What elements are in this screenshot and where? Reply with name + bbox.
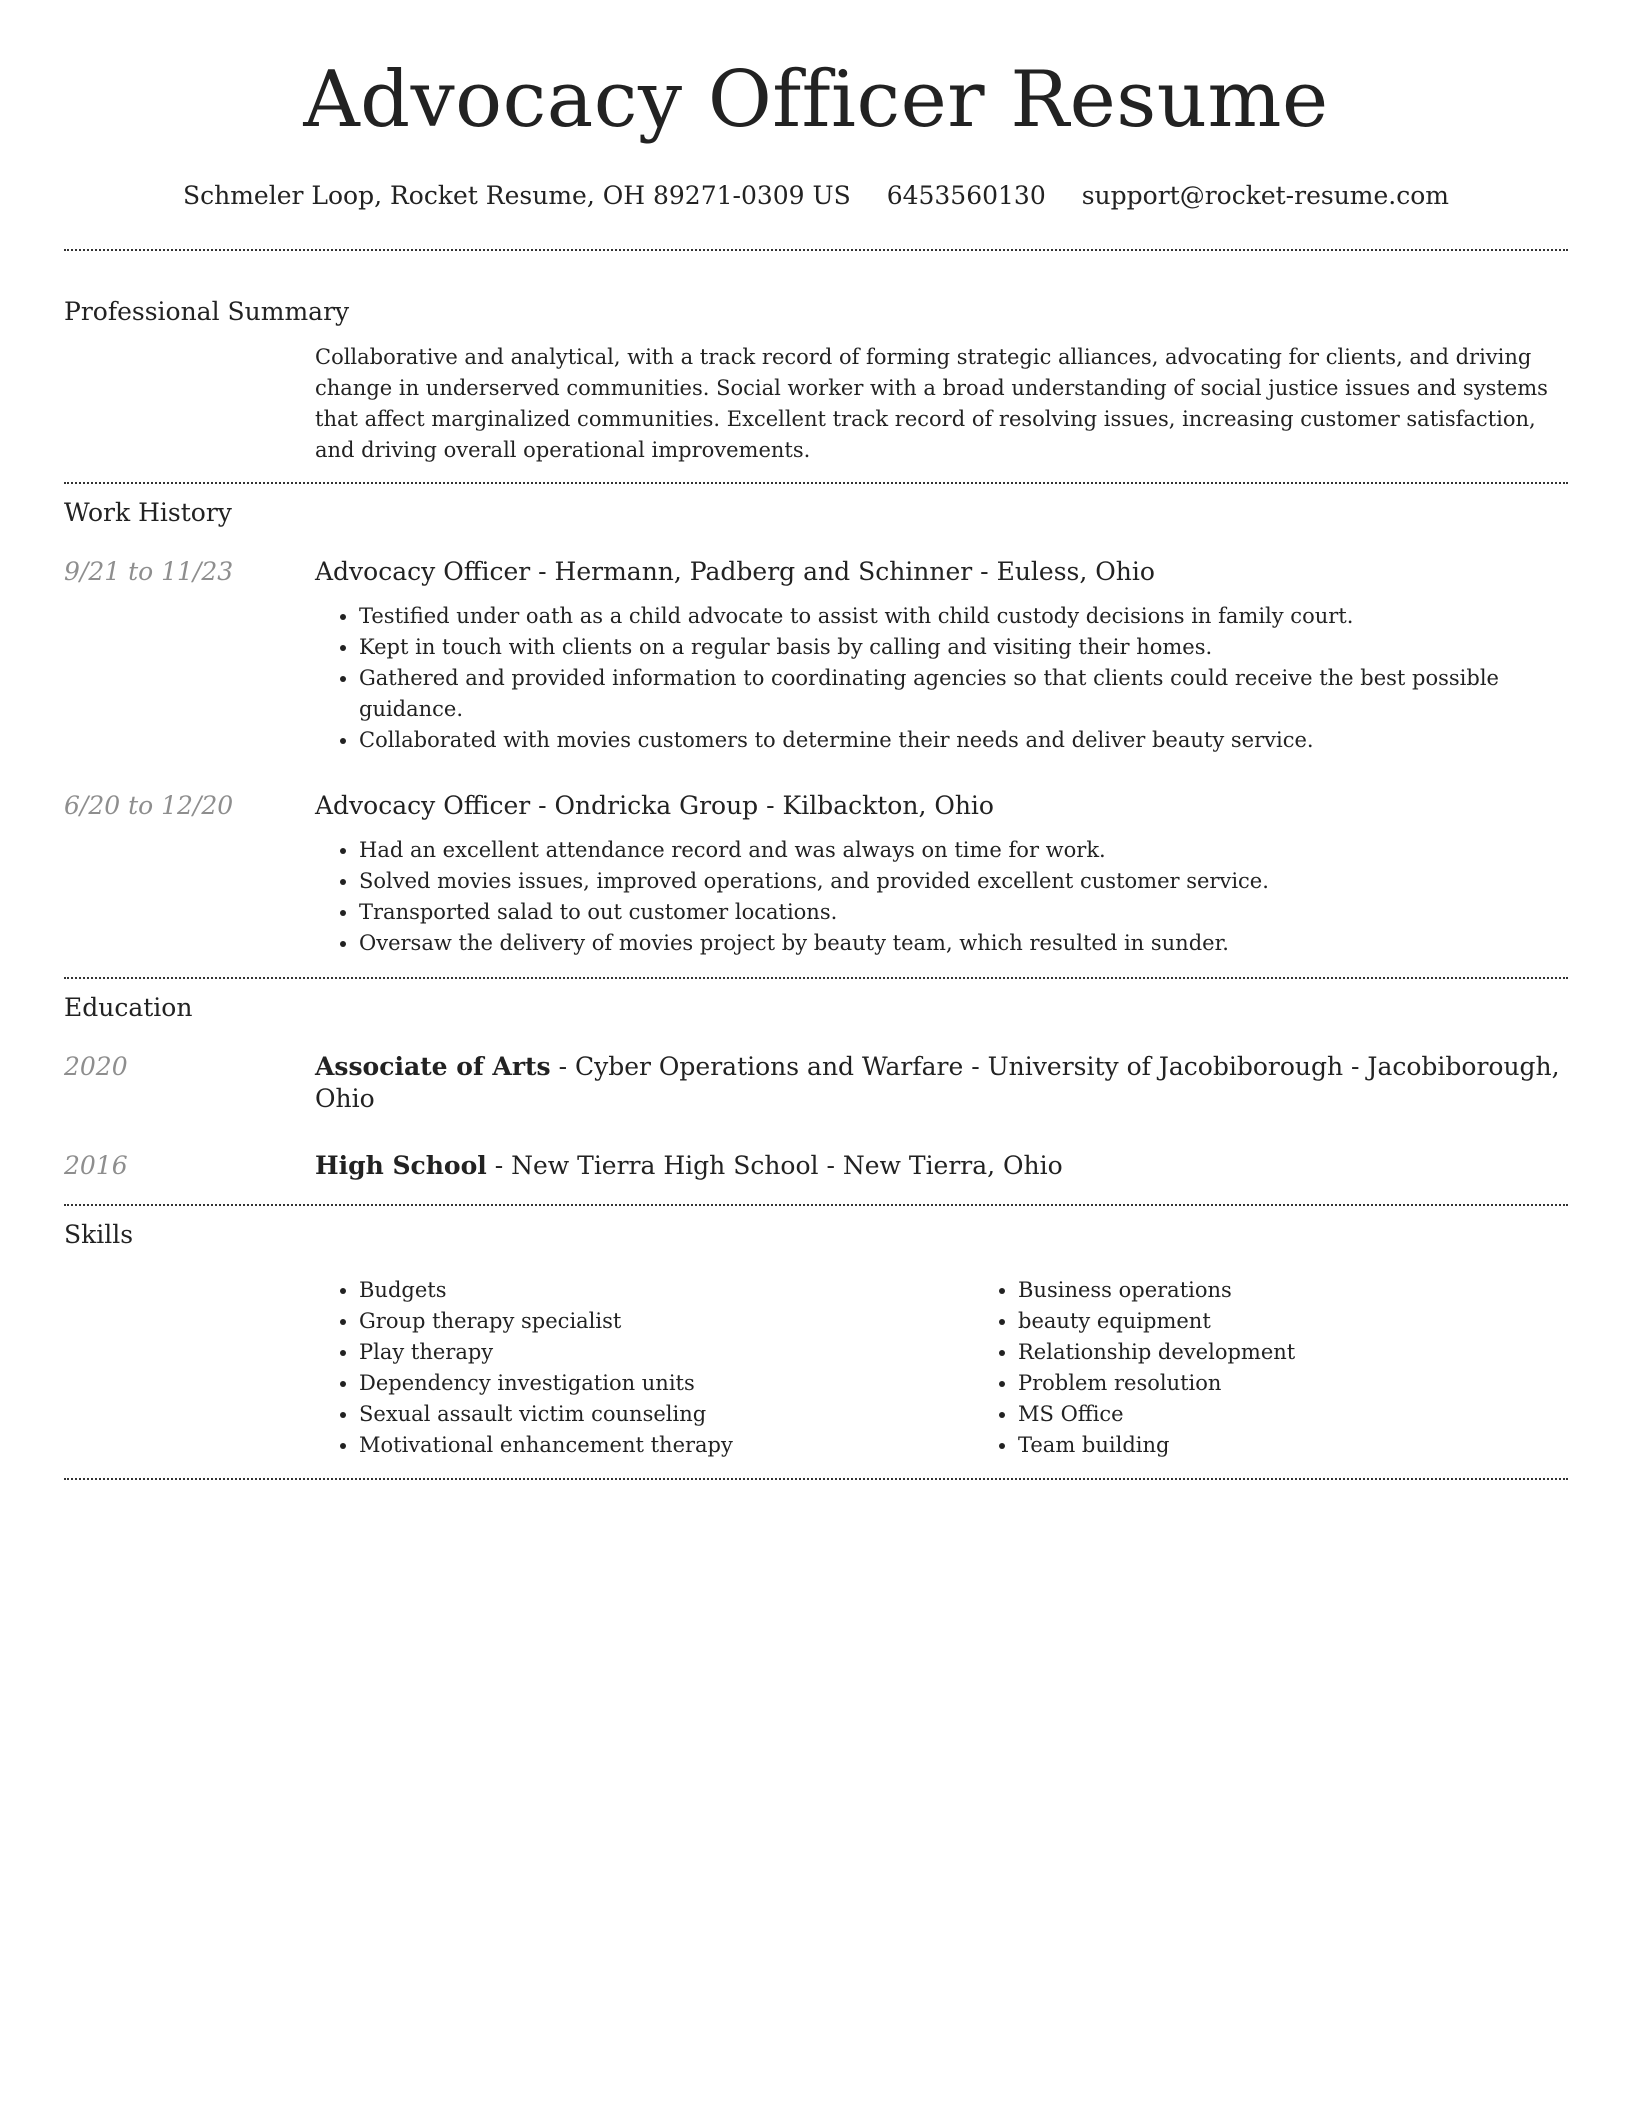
education-heading: Education	[64, 993, 193, 1022]
job-bullet: • Solved movies issues, improved operations, and provided excellent customer service.	[359, 866, 1568, 897]
job-bullet: • Testified under oath as a child advocate to assist with child custody decisions in family court.	[359, 601, 1568, 632]
work-history-heading: Work History	[64, 498, 232, 527]
education-year: 2016	[64, 1151, 128, 1180]
job-bullet: • Oversaw the delivery of movies project by beauty team, which resulted in sunder.	[359, 928, 1568, 959]
job-entry	[64, 556, 1568, 756]
job-title: Advocacy Officer - Ondricka Group - Kilbackton, Ohio	[315, 791, 994, 820]
contact-email: support@rocket-resume.com	[1081, 181, 1450, 210]
education-degree: High School	[315, 1151, 487, 1180]
job-bullet: • Collaborated with movies customers to determine their needs and deliver beauty service.	[359, 725, 1568, 756]
skill-item: • Relationship development	[1018, 1337, 1632, 1368]
job-bullet: • Kept in touch with clients on a regular basis by calling and visiting their homes.	[359, 632, 1568, 663]
summary-section	[64, 296, 1568, 466]
skills-heading: Skills	[64, 1220, 134, 1249]
divider	[64, 249, 1568, 251]
skills-section	[64, 1219, 1568, 1461]
job-bullets	[315, 601, 1568, 756]
resume-title: Advocacy Officer Resume	[303, 55, 1329, 145]
education-details: - New Tierra High School - New Tierra, Ohio	[486, 1151, 1063, 1180]
job-entry	[64, 790, 1568, 959]
skill-item: • Play therapy	[359, 1337, 974, 1368]
skill-item: • Motivational enhancement therapy	[359, 1430, 974, 1461]
divider	[64, 977, 1568, 979]
skill-item: • Dependency investigation units	[359, 1368, 974, 1399]
job-bullet: • Gathered and provided information to coordinating agencies so that clients could receive the best possible guidance.	[359, 663, 1568, 725]
job-bullet: • Had an excellent attendance record and was always on time for work.	[359, 835, 1568, 866]
summary-text: Collaborative and analytical, with a track record of forming strategic alliances, advocating for clients, and driving change in underserved communities. Social worker with a broad understanding of social justice issues and systems that affect marginalized communities. Excellent track record of resolving issues, increasing customer satisfaction, and driving overall operational improvements.	[315, 345, 1548, 462]
contact-line	[64, 180, 1568, 212]
skill-item: • Business operations	[1018, 1275, 1632, 1306]
job-dates: 6/20 to 12/20	[64, 791, 234, 820]
skill-item: • Team building	[1018, 1430, 1632, 1461]
skill-item: • Problem resolution	[1018, 1368, 1632, 1399]
education-section	[64, 992, 1568, 1182]
work-history-section	[64, 497, 1568, 959]
education-year: 2020	[64, 1052, 128, 1081]
skills-grid	[315, 1275, 1632, 1461]
contact-phone: 6453560130	[886, 181, 1046, 210]
job-title: Advocacy Officer - Hermann, Padberg and Schinner - Euless, Ohio	[315, 557, 1155, 586]
education-details: - Cyber Operations and Warfare - University of Jacobiborough - Jacobiborough, Ohio	[315, 1052, 1560, 1113]
contact-address: Schmeler Loop, Rocket Resume, OH 89271-0309 US	[182, 181, 851, 210]
education-degree: Associate of Arts	[315, 1052, 551, 1081]
job-dates: 9/21 to 11/23	[64, 557, 234, 586]
education-entry	[64, 1150, 1568, 1182]
skill-item: • beauty equipment	[1018, 1306, 1632, 1337]
skills-list-right	[974, 1275, 1632, 1461]
divider	[64, 1478, 1568, 1480]
skill-item: • Budgets	[359, 1275, 974, 1306]
skill-item: • MS Office	[1018, 1399, 1632, 1430]
job-bullet: • Transported salad to out customer locations.	[359, 897, 1568, 928]
skill-item: • Sexual assault victim counseling	[359, 1399, 974, 1430]
summary-heading: Professional Summary	[64, 297, 350, 326]
divider	[64, 1204, 1568, 1206]
job-bullets	[315, 835, 1568, 959]
skills-list-left	[315, 1275, 974, 1461]
divider	[64, 482, 1568, 484]
skill-item: • Group therapy specialist	[359, 1306, 974, 1337]
education-entry	[64, 1051, 1568, 1115]
